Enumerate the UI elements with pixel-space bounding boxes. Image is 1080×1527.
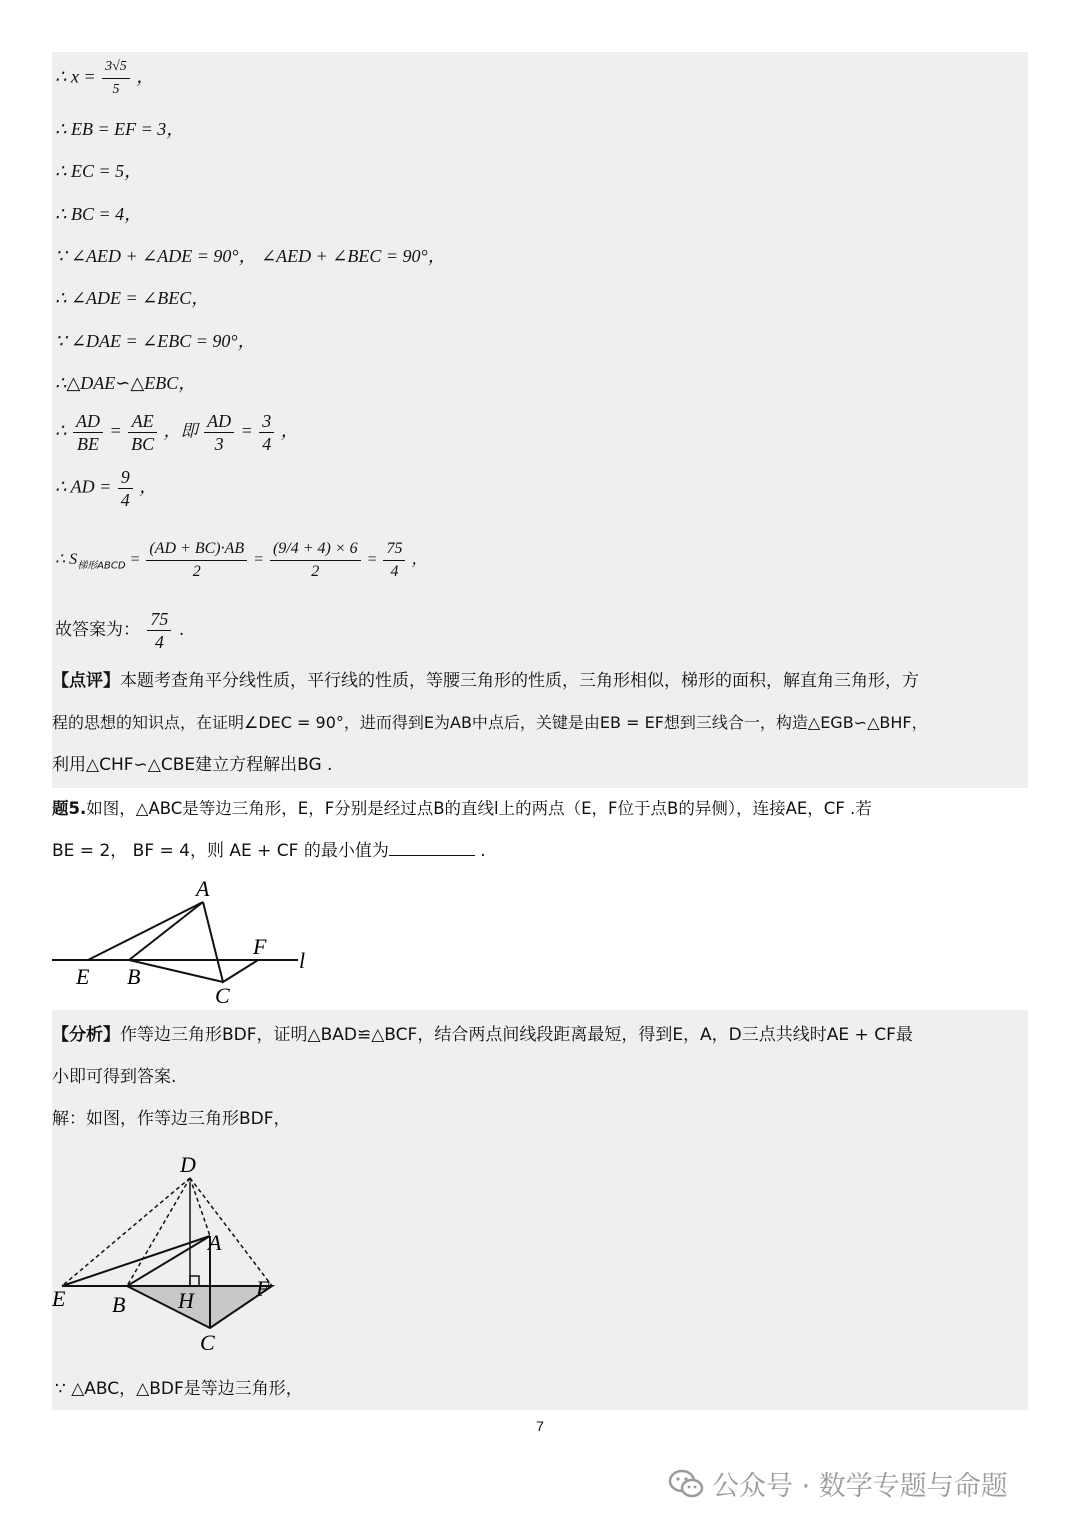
line-right-angles: ∵ ∠DAE = ∠EBC = 90°， <box>55 331 256 351</box>
label-A: A <box>196 876 210 901</box>
figure-1 <box>40 872 330 1012</box>
line-similar: ∴△DAE∽△EBC， <box>55 373 197 393</box>
line-angle-sum: ∵ ∠AED + ∠ADE = 90°， ∠AED + ∠BEC = 90°， <box>55 246 446 266</box>
line-answer: 故答案为： $\frac{75}{4}$ . <box>55 609 185 652</box>
label-H: H <box>178 1288 194 1313</box>
watermark: 公众号 · 数学专题与命题 <box>668 1464 1008 1503</box>
label-E: E <box>52 1286 66 1311</box>
label-l: l <box>299 948 306 973</box>
label-D: D <box>180 1152 196 1177</box>
label-C: C <box>215 983 230 1008</box>
label-F: F <box>256 1276 270 1301</box>
line-equilateral: ∵ △ABC，△BDF是等边三角形， <box>55 1379 303 1399</box>
label-C: C <box>200 1330 215 1355</box>
line-ad-value: ∴ AD = $\frac{9}{4}$ ， <box>55 467 158 510</box>
line-x-value: ∴ x = $\frac{3√5}{5}$ ， <box>55 56 154 101</box>
line-eb-ef: ∴ EB = EF = 3， <box>55 119 185 139</box>
label-F: F <box>253 934 267 959</box>
figure-2 <box>40 1150 300 1360</box>
review-paragraph: 【点评】本题考查角平分线性质，平行线的性质，等腰三角形的性质，三角形相似，梯形的面积，解直角三角形，方 程的思想的知识点，在证明∠DEC = 90°，进而得到E为AB中点后，关键是由EB = EF想到三线合一，构造△EGB∽△BHF， 利用△CHF∽△CBE建立方程解出BG . <box>52 671 928 775</box>
page-number: 7 <box>536 1418 544 1434</box>
line-bc: ∴ BC = 4， <box>55 204 143 224</box>
label-A: A <box>208 1230 222 1255</box>
answer-blank[interactable] <box>389 837 475 856</box>
line-ratio: ∴ $\frac{AD}{BE}$ = $\frac{AE}{BC}$ ，即 $\frac{AD}{3}$ = $\frac{3}{4}$ ， <box>55 411 299 454</box>
label-E: E <box>76 964 90 989</box>
wechat-icon <box>668 1468 704 1500</box>
line-ec: ∴ EC = 5， <box>55 161 143 181</box>
analysis-paragraph: 【分析】作等边三角形BDF，证明△BAD≌△BCF，结合两点间线段距离最短，得到E，A，D三点共线时AE + CF最 小即可得到答案. 解：如图，作等边三角形BDF， <box>52 1025 913 1129</box>
line-trapezoid-area: ∴ $S_{梯形ABCD}$ = $\frac{(AD + BC)\cdot AB}{2}$ = $\frac{(9/4 + 4) \times 6}{2}$ = $\frac{75}{4}$ ， <box>55 540 428 580</box>
problem-5: 题5.如图，△ABC是等边三角形，E，F分别是经过点B的直线l上的两点（E，F位于点B的异侧），连接AE，CF .若 BE = 2， BF = 4，则 AE + CF 的最小值为 . <box>52 799 872 861</box>
line-angle-equal: ∴ ∠ADE = ∠BEC， <box>55 288 210 308</box>
label-B: B <box>112 1292 126 1317</box>
label-B: B <box>127 964 141 989</box>
